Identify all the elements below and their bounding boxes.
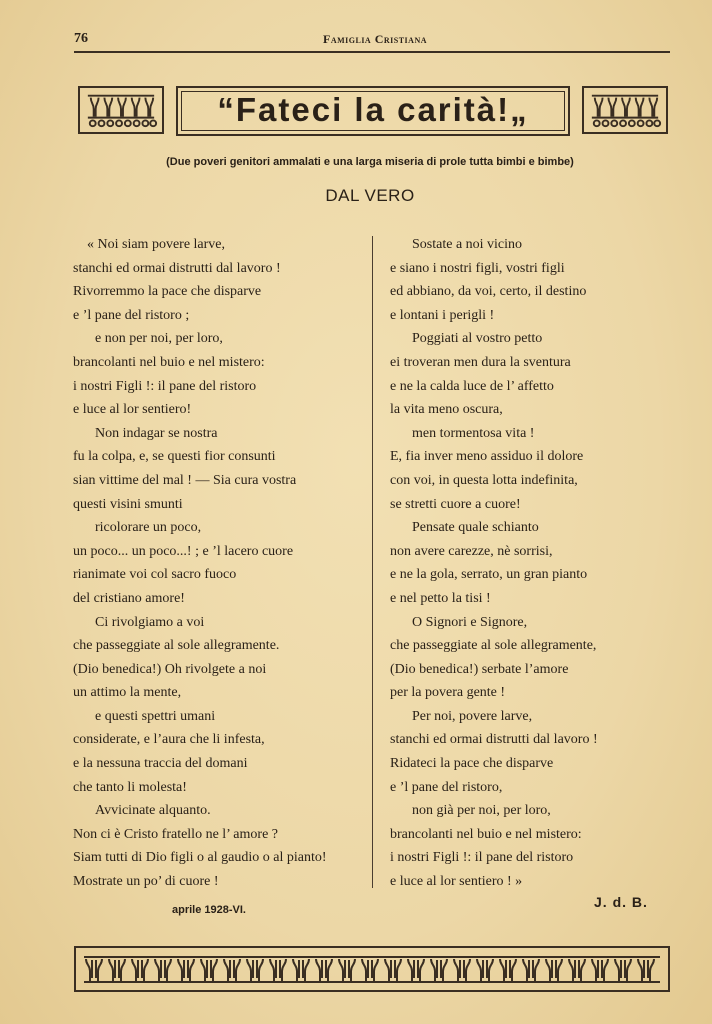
poem-line: Avvicinate alquanto.	[95, 803, 211, 819]
header-rule	[74, 51, 670, 53]
poem-line: con voi, in questa lotta indefinita,	[390, 472, 578, 488]
poem-line: che passeggiate al sole allegramente.	[73, 638, 280, 654]
left-ornament-icon	[78, 86, 164, 134]
poem-line: e lontani i perigli !	[390, 307, 495, 323]
poem-left-column	[73, 233, 365, 894]
poem-line: e non per noi, per loro,	[95, 331, 223, 347]
poem-right-column	[390, 233, 652, 894]
poem-line: non già per noi, per loro,	[412, 803, 551, 819]
page-number: 76	[74, 31, 88, 46]
bottom-ornament-icon	[74, 946, 670, 992]
poem-line: e luce al lor sentiero!	[73, 402, 192, 418]
poem-line: non avere carezze, nè sorrisi,	[390, 543, 553, 559]
poem-line: i nostri Figli !: il pane del ristoro	[390, 850, 574, 866]
poem-line: Sostate a noi vicino	[412, 237, 523, 252]
poem-line: la vita meno oscura,	[390, 402, 503, 418]
poem-line: men tormentosa vita !	[412, 425, 535, 441]
poem-line: questi visini smunti	[73, 496, 183, 512]
poem-line: rianimate voi col sacro fuoco	[73, 567, 237, 583]
poem-line: un attimo la mente,	[73, 685, 182, 701]
poem-line: E, fia inver meno assiduo il dolore	[390, 449, 584, 465]
poem-line: stanchi ed ormai distrutti dal lavoro !	[390, 732, 598, 748]
poem-line: brancolanti nel buio e nel mistero:	[390, 826, 582, 842]
poem-line: Siam tutti di Dio figli o al gaudio o al pianto!	[73, 850, 327, 866]
poem-line: ei troveran men dura la sventura	[390, 354, 571, 370]
poem-line: ricolorare un poco,	[95, 520, 202, 536]
section-heading: DAL VERO	[325, 186, 415, 205]
poem-line: Non indagar se nostra	[95, 425, 218, 441]
poem-line: e ne la calda luce de l’ affetto	[390, 378, 554, 394]
title-frame	[176, 86, 570, 136]
poem-line: O Signori e Signore,	[412, 614, 528, 630]
poem-line: del cristiano amore!	[73, 590, 185, 606]
poem-line: i nostri Figli !: il pane del ristoro	[73, 378, 257, 394]
author-signature: J. d. B.	[594, 894, 648, 910]
article-title: “Fateci la carità!„	[217, 91, 529, 128]
poem-line: per la povera gente !	[390, 685, 506, 701]
poem-line: Mostrate un po’ di cuore !	[73, 874, 219, 890]
poem-line: e ’l pane del ristoro,	[390, 779, 503, 795]
poem-line: ed abbiano, da voi, certo, il destino	[390, 284, 587, 300]
poem-line: Pensate quale schianto	[412, 520, 539, 536]
poem-line: e questi spettri umani	[95, 708, 216, 724]
poem-line: che passeggiate al sole allegramente,	[390, 638, 597, 654]
poem-line: Poggiati al vostro petto	[412, 331, 543, 347]
poem-line: se stretti cuore a cuore!	[390, 496, 521, 512]
right-ornament-icon	[582, 86, 668, 134]
subtitle: (Due poveri genitori ammalati e una larga miseria di prole tutta bimbi e bimbe)	[166, 156, 574, 168]
poem-line: e nel petto la tisi !	[390, 590, 491, 606]
poem-line: Ridateci la pace che disparve	[390, 756, 554, 772]
poem-line: un poco... un poco...! ; e ’l lacero cuore	[73, 543, 294, 559]
column-divider	[372, 236, 373, 888]
date-line: aprile 1928-VI.	[172, 904, 246, 916]
poem-line: Non ci è Cristo fratello ne l’ amore ?	[73, 826, 278, 842]
poem-line: « Noi siam povere larve,	[87, 237, 226, 252]
poem-line: e siano i nostri figli, vostri figli	[390, 260, 565, 276]
poem-line: e luce al lor sentiero ! »	[390, 874, 523, 890]
poem-line: stanchi ed ormai distrutti dal lavoro !	[73, 260, 281, 276]
poem-line: sian vittime del mal ! — Sia cura vostra	[73, 472, 297, 488]
poem-line: fu la colpa, e, se questi fior consunti	[73, 449, 276, 465]
poem-line: Rivorremmo la pace che disparve	[73, 284, 262, 300]
poem-line: Per noi, povere larve,	[412, 708, 533, 724]
poem-line: e la nessuna traccia del domani	[73, 756, 248, 772]
poem-line: considerate, e l’aura che li infesta,	[73, 732, 265, 748]
poem-line: Ci rivolgiamo a voi	[95, 614, 205, 630]
running-title: Famiglia Cristiana	[322, 32, 427, 46]
poem-line: (Dio benedica!) serbate l’amore	[390, 661, 569, 677]
poem-line: e ’l pane del ristoro ;	[73, 307, 190, 323]
poem-line: brancolanti nel buio e nel mistero:	[73, 354, 265, 370]
poem-line: (Dio benedica!) Oh rivolgete a noi	[73, 661, 267, 677]
poem-line: che tanto li molesta!	[73, 779, 187, 795]
poem-line: e ne la gola, serrato, un gran pianto	[390, 567, 588, 583]
